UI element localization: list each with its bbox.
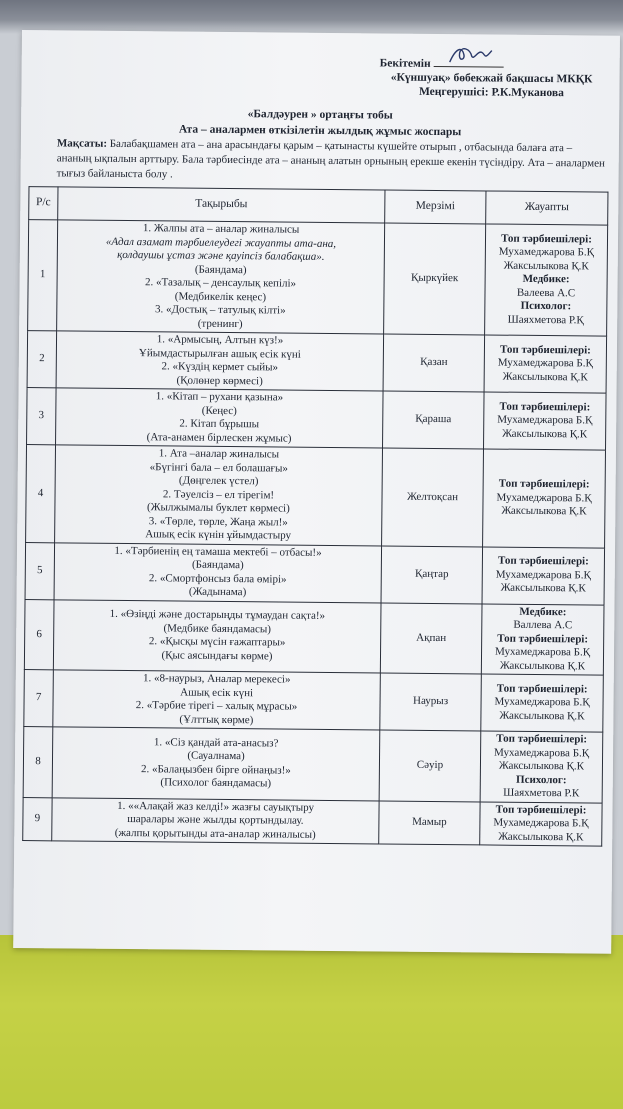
responsible-role: Топ тәрбиешілері: xyxy=(496,732,588,746)
topic-line: (Сауалнама) xyxy=(187,749,245,763)
responsible-role: Топ тәрбиешілері: xyxy=(495,803,587,816)
responsible-role: Медбике: xyxy=(522,273,570,286)
table-row xyxy=(25,542,605,605)
table-header-row xyxy=(29,187,608,226)
row-number: 7 xyxy=(24,670,54,727)
responsible-role: Психолог: xyxy=(515,773,567,786)
responsible-person: Жаксылыкова Қ.К xyxy=(501,504,587,518)
row-responsible xyxy=(483,392,606,450)
responsible-person: Мухамеджарова Б.Қ xyxy=(493,746,590,759)
topic-line: 2. «Смортфонсыз бала өмірі» xyxy=(148,571,287,586)
row-date: Қыркүйек xyxy=(384,223,486,335)
table-row xyxy=(26,445,606,548)
topic-line: (Баяндама) xyxy=(194,263,247,276)
responsible-role: Топ тәрбиешілері: xyxy=(499,400,591,414)
responsible-role: Медбике: xyxy=(519,605,567,618)
topic-line: 1. «Тәрбиенің ең тамаша мектебі – отбасы!» xyxy=(114,544,322,559)
row-number: 1 xyxy=(28,220,58,331)
topic-line: (Ұлттық көрме) xyxy=(179,713,254,726)
topic-line: (Жылжымалы буклет көрмесі) xyxy=(146,501,290,515)
responsible-role: Топ тәрбиешілері: xyxy=(497,554,589,568)
topic-line: 1. «Кітап – рухани қазына» xyxy=(155,390,284,404)
row-topic xyxy=(57,220,385,334)
row-date: Қаңтар xyxy=(381,545,483,603)
table-row xyxy=(23,727,603,803)
topic-line: Ұйымдастырылған ашық есік күні xyxy=(138,346,301,361)
goal-paragraph xyxy=(57,136,609,186)
topic-line: (Медбикелік кеңес) xyxy=(174,289,267,303)
topic-line: (Жадынама) xyxy=(188,585,247,599)
responsible-person: Валеева А.С xyxy=(516,286,576,300)
responsible-person: Мухамеджарова Б.Қ xyxy=(497,413,593,427)
topic-line: (Қыс аясындағы көрме) xyxy=(161,649,273,663)
approve-label: Бекітемін xyxy=(379,57,431,70)
topic-line: 1. «Сіз қандай ата-анасыз? xyxy=(153,736,279,750)
topic-line: Ашық есік күні xyxy=(180,686,254,699)
row-responsible xyxy=(480,801,602,846)
row-date: Қазан xyxy=(383,334,485,392)
responsible-role: Топ тәрбиешілері: xyxy=(498,477,590,491)
responsible-person: Мухамеджарова Б.Қ xyxy=(493,816,589,830)
responsible-person: Мухамеджарова Б.Қ xyxy=(494,695,590,709)
row-responsible xyxy=(480,731,603,803)
row-number: 9 xyxy=(23,797,52,841)
row-responsible xyxy=(483,449,606,548)
table-row xyxy=(28,220,608,337)
responsible-person: Мухамеджарова Б.Қ xyxy=(494,645,591,659)
row-responsible xyxy=(481,674,604,732)
topic-line: 1. Ата –аналар жиналысы xyxy=(158,447,280,461)
topic-line: (тренинг) xyxy=(197,317,243,330)
row-number: 2 xyxy=(27,331,57,388)
table-row xyxy=(27,331,607,394)
row-date: Наурыз xyxy=(380,673,482,731)
header-topic: Тақырыбы xyxy=(58,187,385,223)
topic-line: (Қолөнер көрмесі) xyxy=(176,373,263,387)
responsible-person: Валлева А.С xyxy=(513,618,573,632)
topic-line: «Адал азамат тәрбиелеудегі жауапты ата-ана, xyxy=(105,235,337,250)
responsible-role: Психолог: xyxy=(520,300,572,313)
responsible-person: Жаксылыкова Қ.К xyxy=(499,659,586,672)
row-date: Қараша xyxy=(383,391,485,449)
topic-line: 3. «Төрле, төрле, Жаңа жыл!» xyxy=(148,514,288,529)
responsible-person: Шаяхметова Р.Қ xyxy=(507,313,584,327)
responsible-person: Шаяхметова Р.К xyxy=(503,786,580,800)
topic-line: 1. «8-наурыз, Аналар мерекесі» xyxy=(143,672,291,686)
header-number: Р/с xyxy=(29,187,58,220)
row-topic xyxy=(53,599,381,673)
table-row xyxy=(27,388,607,451)
topic-line: қолдаушы ұстаз және қауіпсіз балабақша». xyxy=(117,248,325,263)
goal-text: Балабақшамен ата – ана арасындағы қарым – қатынасты күшейте отырып , отбасында балаға ата – ананың ықпалын арттыру. Бала тәрбиесінде ата – ананың алатын орнының ерекше екенін түсіндіру. Ата – аналармен тығыз байланыста болу . xyxy=(56,137,605,181)
topic-line: 1. ««Алақай жаз келді!» жазғы сауықтыру xyxy=(117,799,315,814)
responsible-role: Топ тәрбиешілері: xyxy=(499,343,591,357)
responsible-person: Мухамеджарова Б.Қ xyxy=(497,356,593,370)
topic-line: 3. «Достық – татулық кілті» xyxy=(154,303,286,317)
row-date: Ақпан xyxy=(380,602,482,673)
responsible-person: Мухамеджарова Б.Қ xyxy=(498,245,594,259)
responsible-role: Топ тәрбиешілері: xyxy=(497,632,589,645)
plan-table xyxy=(22,186,608,847)
topic-line: 1. «Армысың, Алтын күз!» xyxy=(156,333,284,347)
topic-line: 2. «Қысқы мүсін ғажаптары» xyxy=(148,635,286,649)
responsible-person: Жаксылыкова Қ.К xyxy=(502,427,588,441)
goal-label: Мақсаты: xyxy=(56,137,108,150)
topic-line: 2. «Балаңызбен бірге ойнаңыз!» xyxy=(140,762,291,777)
topic-line: 2. Кітап бұрышы xyxy=(179,417,260,431)
row-number: 6 xyxy=(24,599,54,670)
group-name: «Балдәурен » ортаңғы тобы xyxy=(247,108,393,122)
topic-line: (жалпы қорытынды ата-аналар жиналысы) xyxy=(114,826,316,841)
responsible-role: Топ тәрбиешілері: xyxy=(501,232,592,246)
responsible-person: Жаксылыкова Қ.К xyxy=(498,830,584,843)
topic-line: (Ата-анамен бірлескен жұмыс) xyxy=(146,430,292,445)
topic-line: (Кеңес) xyxy=(201,404,237,417)
row-date: Желтоқсан xyxy=(382,448,484,546)
row-topic xyxy=(53,670,381,730)
row-number: 4 xyxy=(26,445,56,543)
topic-line: «Бүгінгі бала – ел болашағы» xyxy=(149,460,288,475)
responsible-role: Топ тәрбиешілері: xyxy=(496,682,588,696)
responsible-person: Жаксылыкова Қ.К xyxy=(499,709,585,723)
row-topic xyxy=(54,542,382,602)
topic-line: (Медбике баяндамасы) xyxy=(163,622,272,636)
approval-block xyxy=(371,55,611,100)
director-name: Меңгерушісі: Р.К.Муканова xyxy=(418,85,564,100)
row-date: Сәуір xyxy=(379,730,481,801)
row-number: 5 xyxy=(25,542,55,599)
topic-line: 2. «Тәрбие тірегі – халық мұрасы» xyxy=(135,699,298,713)
row-responsible xyxy=(482,546,605,604)
plan-title: Ата – аналармен өткізілетін жылдық жұмыс жоспары xyxy=(178,123,462,139)
responsible-person: Мухамеджарова Б.Қ xyxy=(496,491,592,504)
row-number: 3 xyxy=(27,388,57,445)
row-topic xyxy=(56,388,384,448)
row-number: 8 xyxy=(23,727,53,798)
row-topic xyxy=(52,727,380,801)
responsible-person: Мухамеджарова Б.Қ xyxy=(495,568,591,582)
row-topic xyxy=(55,445,383,546)
row-responsible xyxy=(485,224,608,336)
topic-line: (Баяндама) xyxy=(191,558,244,572)
header-date: Мерзімі xyxy=(385,190,486,224)
row-date: Мамыр xyxy=(379,800,480,844)
row-responsible xyxy=(481,603,604,675)
signature-image xyxy=(433,56,503,68)
topic-line: 2. Тәуелсіз – ел тірегім! xyxy=(162,487,275,501)
responsible-person: Жаксылыкова Қ.К xyxy=(502,370,588,384)
responsible-person: Жаксылыкова Қ.К xyxy=(498,759,585,773)
topic-line: 1. «Өзіңді және достарыңды тұмаудан сақта!» xyxy=(109,608,326,623)
topic-line: Ашық есік күнін ұйымдастыру xyxy=(145,528,292,542)
table-row xyxy=(23,797,602,846)
header-responsible: Жауапты xyxy=(486,191,608,225)
topic-line: шаралары және жылды қортындылау. xyxy=(127,813,304,827)
topic-line: (Дөңгелек үстел) xyxy=(178,474,259,488)
document-sheet xyxy=(13,30,620,954)
responsible-person: Жаксылыкова Қ.К xyxy=(500,581,586,595)
row-topic xyxy=(56,331,384,391)
kindergarten-name: «Күншуақ» бөбекжай бақшасы МКҚК xyxy=(390,71,593,86)
topic-line: (Психолог баяндамасы) xyxy=(160,776,272,790)
background-floor xyxy=(0,935,623,1109)
row-responsible xyxy=(484,335,607,393)
table-row xyxy=(24,599,604,675)
topic-line: 2. «Күздің кермет сыйы» xyxy=(161,360,279,374)
row-topic xyxy=(52,797,379,844)
topic-line: 2. «Тазалық – денсаулық кепілі» xyxy=(145,276,297,290)
table-row xyxy=(24,670,604,733)
topic-line: 1. Жалпы ата – аналар жиналысы xyxy=(142,222,300,236)
responsible-person: Жаксылыкова Қ.К xyxy=(503,259,589,273)
